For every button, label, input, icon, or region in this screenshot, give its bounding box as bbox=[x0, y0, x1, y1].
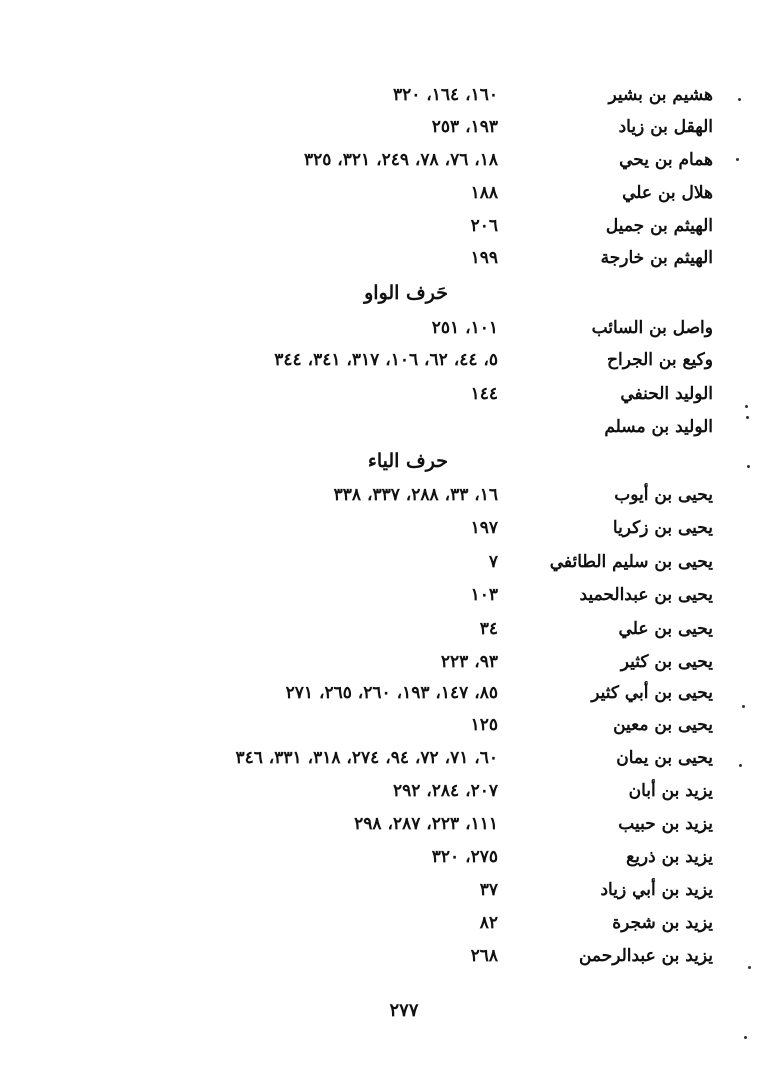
entry-name: هشيم بن بشير bbox=[608, 85, 713, 105]
entry-pages: ٩٣، ٢٢٣ bbox=[440, 652, 498, 672]
scan-speck bbox=[746, 416, 749, 419]
entry-pages: ١١١، ٢٢٣، ٢٨٧، ٢٩٨ bbox=[354, 814, 498, 834]
section-heading-text: حرف الياء bbox=[367, 450, 448, 472]
entry-name: يحيى بن زكريا bbox=[612, 518, 713, 538]
index-entry bbox=[0, 78, 758, 112]
index-entry bbox=[0, 906, 758, 940]
index-entry bbox=[0, 939, 758, 973]
entry-name: واصل بن السائب bbox=[591, 318, 713, 338]
entry-pages: ١٨، ٧٦، ٧٨، ٢٤٩، ٣٢١، ٣٢٥ bbox=[303, 150, 498, 170]
entry-pages: ١٠٣ bbox=[470, 585, 498, 605]
index-entry bbox=[0, 578, 758, 612]
scan-speck bbox=[742, 705, 745, 708]
entry-pages: ٢٠٧، ٢٨٤، ٢٩٢ bbox=[392, 781, 498, 801]
entry-pages: ٢٧٥، ٣٢٠ bbox=[431, 847, 498, 867]
scan-speck bbox=[736, 158, 739, 161]
entry-pages: ٧ bbox=[488, 552, 498, 572]
entry-name: يحيى بن سليم الطائفي bbox=[549, 552, 713, 572]
index-entry bbox=[0, 410, 758, 444]
entry-name: يزيد بن ذريع bbox=[626, 847, 713, 867]
index-entry bbox=[0, 110, 758, 144]
entry-name: الوليد بن مسلم bbox=[604, 417, 713, 437]
entry-name: يزيد بن أبي زياد bbox=[600, 880, 713, 900]
scan-speck bbox=[747, 465, 750, 468]
entry-name: يحيى بن كثير bbox=[620, 652, 713, 672]
entry-pages: ٢٠٦ bbox=[470, 216, 498, 236]
index-entry bbox=[0, 741, 758, 775]
entry-name: يزيد بن عبدالرحمن bbox=[578, 946, 713, 966]
index-entry bbox=[0, 645, 758, 679]
entry-name: الهيثم بن خارجة bbox=[600, 248, 713, 268]
index-entry bbox=[0, 343, 758, 377]
entry-pages: ٣٤ bbox=[479, 619, 498, 639]
entry-pages: ١٤٤ bbox=[470, 384, 498, 404]
entry-pages: ١٦، ٣٣، ٢٨٨، ٣٣٧، ٣٣٨ bbox=[333, 485, 498, 505]
scan-speck bbox=[739, 764, 742, 767]
index-entry bbox=[0, 209, 758, 243]
entry-name: يزيد بن حبيب bbox=[618, 814, 713, 834]
entry-name: يزيد بن أبان bbox=[628, 781, 713, 801]
entry-pages: ١٨٨ bbox=[470, 183, 498, 203]
section-heading-waw bbox=[0, 276, 758, 310]
entry-name: الهيثم بن جميل bbox=[605, 216, 713, 236]
page-number: ٢٧٧ bbox=[389, 1000, 419, 1021]
index-entry bbox=[0, 176, 758, 210]
entry-pages: ٣٧ bbox=[479, 880, 498, 900]
entry-name: همام بن يحي bbox=[619, 150, 713, 170]
index-entry bbox=[0, 241, 758, 275]
index-entry bbox=[0, 840, 758, 874]
scan-speck bbox=[744, 1036, 747, 1039]
index-entry bbox=[0, 807, 758, 841]
index-entry bbox=[0, 478, 758, 512]
index-entry bbox=[0, 511, 758, 545]
entry-pages: ٨٢ bbox=[479, 913, 498, 933]
entry-name: الهقل بن زياد bbox=[618, 117, 713, 137]
entry-name: يحيى بن أيوب bbox=[614, 485, 713, 505]
scan-speck bbox=[745, 405, 748, 408]
index-entry bbox=[0, 377, 758, 411]
index-entry bbox=[0, 143, 758, 177]
entry-name: الوليد الحنفي bbox=[620, 384, 713, 404]
entry-pages: ١٩٩ bbox=[470, 248, 498, 268]
scan-speck bbox=[748, 966, 751, 969]
index-entry bbox=[0, 708, 758, 742]
index-entry bbox=[0, 612, 758, 646]
entry-pages: ١٩٧ bbox=[470, 518, 498, 538]
entry-name: هلال بن علي bbox=[622, 183, 713, 203]
entry-name: يحيى بن أبي كثير bbox=[591, 683, 713, 703]
entry-pages: ٦٠، ٧١، ٧٢، ٩٤، ٢٧٤، ٣١٨، ٣٣١، ٣٤٦ bbox=[235, 748, 498, 768]
entry-pages: ٢٦٨ bbox=[470, 946, 498, 966]
entry-name: يحيى بن معين bbox=[613, 715, 713, 735]
index-entry bbox=[0, 774, 758, 808]
scan-speck bbox=[738, 98, 741, 101]
entry-pages: ١٦٠، ١٦٤، ٣٢٠ bbox=[392, 85, 498, 105]
section-heading-ya bbox=[0, 444, 758, 478]
index-entry bbox=[0, 545, 758, 579]
entry-pages: ٨٥، ١٤٧، ١٩٣، ٢٦٠، ٢٦٥، ٢٧١ bbox=[285, 683, 498, 703]
entry-pages: ٥، ٤٤، ٦٢، ١٠٦، ٣١٧، ٣٤١، ٣٤٤ bbox=[274, 350, 498, 370]
index-entry bbox=[0, 311, 758, 345]
entry-name: يزيد بن شجرة bbox=[612, 913, 713, 933]
index-entry bbox=[0, 873, 758, 907]
section-heading-text: حَرف الواو bbox=[364, 282, 448, 304]
index-entry bbox=[0, 676, 758, 710]
entry-name: يحيى بن علي bbox=[618, 619, 713, 639]
entry-name: يحيى بن عبدالحميد bbox=[579, 585, 713, 605]
entry-pages: ١٠١، ٢٥١ bbox=[431, 318, 498, 338]
entry-pages: ١٩٣، ٢٥٣ bbox=[431, 117, 498, 137]
entry-pages: ١٢٥ bbox=[470, 715, 498, 735]
entry-name: يحيى بن يمان bbox=[616, 748, 713, 768]
entry-name: وكيع بن الجراح bbox=[607, 350, 713, 370]
